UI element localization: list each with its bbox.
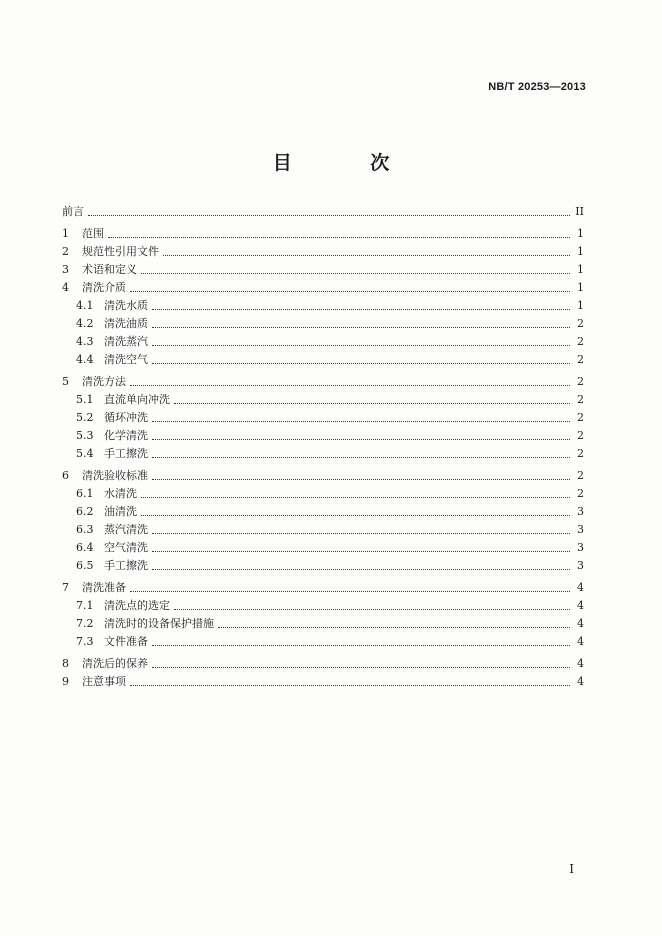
- toc-entry-label: 手工擦洗: [104, 447, 148, 460]
- dot-leader: [130, 374, 570, 386]
- toc-entry-number: 2: [62, 245, 69, 258]
- toc-entry[interactable]: [62, 485, 584, 503]
- toc-entry-page: 4: [577, 635, 584, 648]
- dot-leader: [152, 558, 570, 570]
- toc-entry-page: 3: [577, 541, 584, 554]
- toc-entry-label: 清洗方法: [82, 375, 126, 388]
- toc-entry[interactable]: [62, 409, 584, 427]
- toc-entry-label: 文件准备: [104, 635, 148, 648]
- dot-leader: [130, 580, 570, 592]
- toc-entry-number: 6.2: [76, 505, 94, 518]
- toc-entry-number: 6.1: [76, 487, 94, 500]
- dot-leader: [130, 674, 570, 686]
- toc-entry-label: 循环冲洗: [104, 411, 148, 424]
- toc-entry-label: 化学清洗: [104, 429, 148, 442]
- toc-entry-number: 7: [62, 581, 69, 594]
- toc-entry-page: 3: [577, 505, 584, 518]
- toc-entry-page: 2: [577, 487, 584, 500]
- toc-entry-number: 4.1: [76, 299, 94, 312]
- toc-entry-page: 1: [577, 245, 584, 258]
- page-number: I: [569, 862, 574, 876]
- toc-entry-label: 清洗蒸汽: [104, 335, 148, 348]
- toc-entry-label: 清洗介质: [82, 281, 126, 294]
- toc-entry[interactable]: [62, 225, 584, 243]
- toc-entry-label: 术语和定义: [82, 263, 137, 276]
- dot-leader: [141, 486, 570, 498]
- toc-entry-label: 规范性引用文件: [82, 245, 159, 258]
- toc-entry-label: 清洗准备: [82, 581, 126, 594]
- dot-leader: [174, 598, 570, 610]
- toc-entry-number: 5.3: [76, 429, 94, 442]
- toc-entry[interactable]: [62, 203, 584, 221]
- toc-entry[interactable]: [62, 297, 584, 315]
- toc-entry[interactable]: [62, 351, 584, 369]
- toc-entry-number: 5.2: [76, 411, 94, 424]
- toc-entry-number: 6.3: [76, 523, 94, 536]
- toc-entry-label: 清洗水质: [104, 299, 148, 312]
- toc-entry-page: 1: [577, 281, 584, 294]
- dot-leader: [163, 244, 570, 256]
- toc-entry[interactable]: [62, 597, 584, 615]
- toc-entry-label: 清洗验收标准: [82, 469, 148, 482]
- toc-entry-page: 4: [577, 617, 584, 630]
- toc-entry-label: 空气清洗: [104, 541, 148, 554]
- dot-leader: [174, 392, 570, 404]
- toc-entry[interactable]: [62, 467, 584, 485]
- toc-entry-number: 4.2: [76, 317, 94, 330]
- toc-entry-number: 5: [62, 375, 69, 388]
- toc-entry-number: 6.5: [76, 559, 94, 572]
- dot-leader: [141, 262, 570, 274]
- toc-entry-page: 2: [577, 375, 584, 388]
- dot-leader: [152, 334, 570, 346]
- toc-title: 目 次: [272, 152, 426, 174]
- toc-entry-page: 4: [577, 675, 584, 688]
- toc-entry-page: II: [575, 205, 584, 218]
- toc-entry-page: 4: [577, 599, 584, 612]
- toc-entry-number: 8: [62, 657, 69, 670]
- toc-entry[interactable]: [62, 261, 584, 279]
- toc-entry[interactable]: [62, 655, 584, 673]
- toc-entry-number: 5.1: [76, 393, 94, 406]
- toc-entry-page: 2: [577, 411, 584, 424]
- toc-entry[interactable]: [62, 521, 584, 539]
- table-of-contents: [62, 203, 584, 691]
- toc-entry[interactable]: [62, 557, 584, 575]
- toc-entry-page: 1: [577, 227, 584, 240]
- dot-leader: [152, 468, 570, 480]
- dot-leader: [152, 540, 570, 552]
- toc-entry-label: 清洗空气: [104, 353, 148, 366]
- toc-entry-number: 7.1: [76, 599, 94, 612]
- toc-entry-number: 9: [62, 675, 69, 688]
- toc-entry-number: 4: [62, 281, 69, 294]
- dot-leader: [130, 280, 570, 292]
- toc-entry-label: 油清洗: [104, 505, 137, 518]
- toc-entry[interactable]: [62, 243, 584, 261]
- toc-entry-label: 清洗点的选定: [104, 599, 170, 612]
- toc-entry-label: 直流单向冲洗: [104, 393, 170, 406]
- toc-entry-page: 2: [577, 353, 584, 366]
- dot-leader: [152, 428, 570, 440]
- toc-entry-label: 前言: [62, 205, 84, 218]
- dot-leader: [152, 446, 570, 458]
- toc-entry-label: 清洗油质: [104, 317, 148, 330]
- dot-leader: [218, 616, 570, 628]
- toc-entry-label: 蒸汽清洗: [104, 523, 148, 536]
- toc-entry-number: 5.4: [76, 447, 94, 460]
- standard-number: NB/T 20253—2013: [488, 81, 586, 93]
- toc-entry-page: 3: [577, 523, 584, 536]
- dot-leader: [152, 410, 570, 422]
- dot-leader: [152, 656, 570, 668]
- toc-entry-number: 1: [62, 227, 69, 240]
- toc-entry-page: 3: [577, 559, 584, 572]
- dot-leader: [152, 316, 570, 328]
- toc-entry-page: 4: [577, 657, 584, 670]
- toc-entry-number: 4.4: [76, 353, 94, 366]
- toc-entry[interactable]: [62, 333, 584, 351]
- toc-entry[interactable]: [62, 539, 584, 557]
- toc-entry-number: 6.4: [76, 541, 94, 554]
- dot-leader: [141, 504, 570, 516]
- toc-entry[interactable]: [62, 615, 584, 633]
- toc-entry[interactable]: [62, 279, 584, 297]
- toc-entry-number: 7.2: [76, 617, 94, 630]
- toc-entry-page: 1: [577, 299, 584, 312]
- toc-entry-number: 6: [62, 469, 69, 482]
- toc-entry-page: 2: [577, 335, 584, 348]
- toc-entry[interactable]: [62, 633, 584, 651]
- toc-entry-label: 手工擦洗: [104, 559, 148, 572]
- toc-entry-label: 水清洗: [104, 487, 137, 500]
- dot-leader: [108, 226, 570, 238]
- toc-entry-number: 7.3: [76, 635, 94, 648]
- toc-entry-number: 4.3: [76, 335, 94, 348]
- toc-entry[interactable]: [62, 427, 584, 445]
- toc-entry-label: 注意事项: [82, 675, 126, 688]
- toc-entry-page: 2: [577, 393, 584, 406]
- dot-leader: [152, 634, 570, 646]
- toc-entry-page: 4: [577, 581, 584, 594]
- toc-entry[interactable]: [62, 373, 584, 391]
- toc-entry-page: 1: [577, 263, 584, 276]
- toc-entry[interactable]: [62, 445, 584, 463]
- toc-entry-page: 2: [577, 317, 584, 330]
- toc-entry-page: 2: [577, 429, 584, 442]
- toc-entry[interactable]: [62, 315, 584, 333]
- toc-entry-page: 2: [577, 469, 584, 482]
- dot-leader: [152, 298, 570, 310]
- toc-entry-label: 清洗后的保养: [82, 657, 148, 670]
- toc-entry-label: 清洗时的设备保护措施: [104, 617, 214, 630]
- toc-entry[interactable]: [62, 391, 584, 409]
- toc-entry[interactable]: [62, 673, 584, 691]
- toc-entry[interactable]: [62, 503, 584, 521]
- dot-leader: [152, 522, 570, 534]
- dot-leader: [152, 352, 570, 364]
- toc-entry-page: 2: [577, 447, 584, 460]
- toc-entry-label: 范围: [82, 227, 104, 240]
- toc-entry-number: 3: [62, 263, 69, 276]
- toc-entry[interactable]: [62, 579, 584, 597]
- dot-leader: [88, 204, 570, 216]
